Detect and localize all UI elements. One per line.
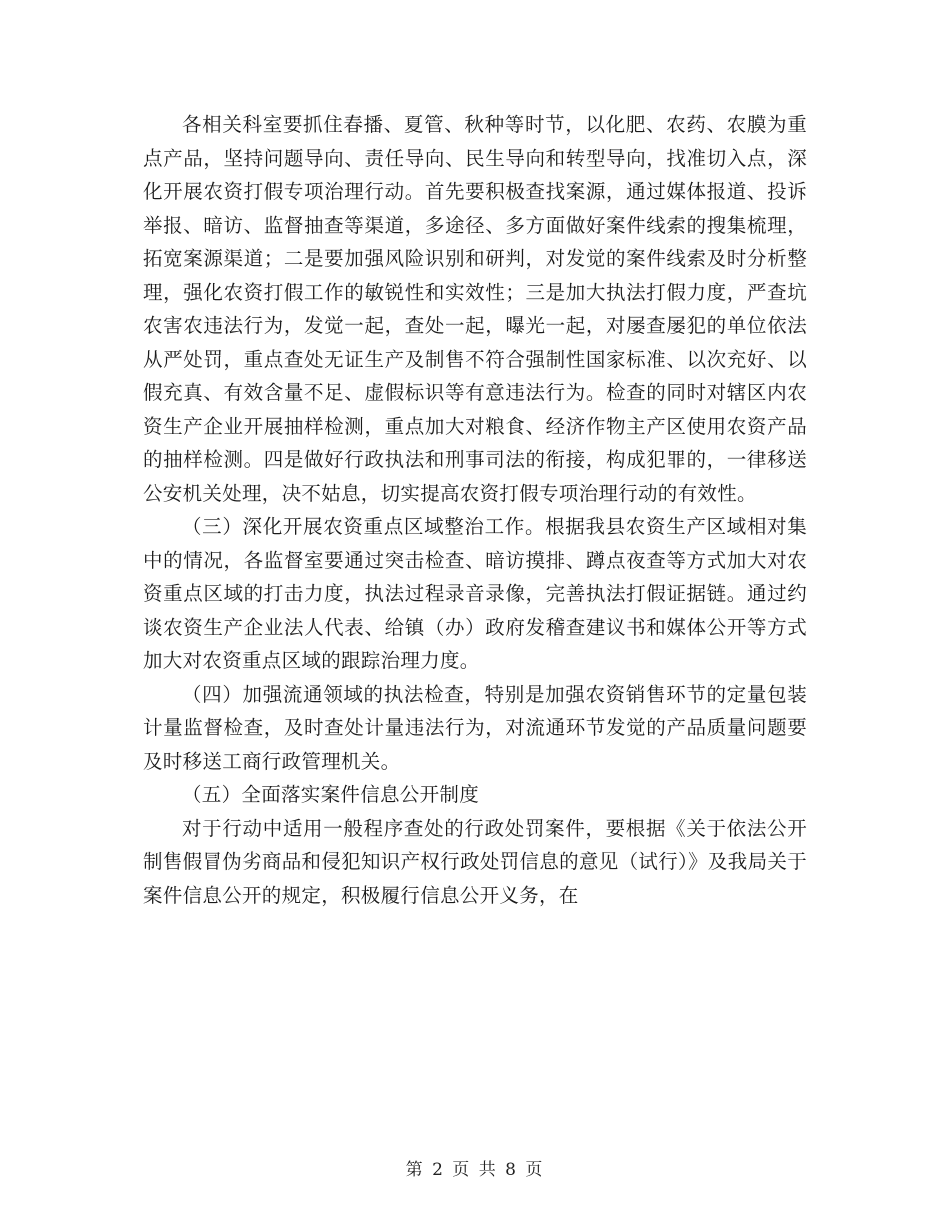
- paragraph-info-disclosure-body: 对于行动中适用一般程序查处的行政处罚案件，要根据《关于依法公开制售假冒伪劣商品和侵犯知识产权行政处罚信息的意见（试行）》及我局关于案件信息公开的规定，积极履行信息公开义务，在: [143, 816, 807, 907]
- paragraph-key-area-rectification: （三）深化开展农资重点区域整治工作。根据我县农资生产区域相对集中的情况，各监督室要通过突击检查、暗访摸排、蹲点夜查等方式加大对农资重点区域的打击力度，执法过程录音录像，完善执法打假证据链。通过约谈农资生产企业法人代表、给镇（办）政府发稽查建议书和媒体公开等方式加大对农资重点区域的跟踪治理力度。: [143, 515, 807, 672]
- paragraph-circulation-inspection: （四）加强流通领域的执法检查，特别是加强农资销售环节的定量包装计量监督检查，及时查处计量违法行为，对流通环节发觉的产品质量问题要及时移送工商行政管理机关。: [143, 682, 807, 773]
- document-body: [143, 108, 807, 912]
- page-number-footer: 第 2 页 共 8 页: [405, 1160, 545, 1180]
- paragraph-enforcement-actions: 各相关科室要抓住春播、夏管、秋种等时节，以化肥、农药、农膜为重点产品，坚持问题导向、责任导向、民生导向和转型导向，找准切入点，深化开展农资打假专项治理行动。首先要积极查找案源，通过媒体报道、投诉举报、暗访、监督抽查等渠道，多途径、多方面做好案件线索的搜集梳理，拓宽案源渠道；二是要加强风险识别和研判，对发觉的案件线索及时分析整理，强化农资打假工作的敏锐性和实效性；三是加大执法打假力度，严查坑农害农违法行为，发觉一起，查处一起，曝光一起，对屡查屡犯的单位依法从严处罚，重点查处无证生产及制售不符合强制性国家标准、以次充好、以假充真、有效含量不足、虚假标识等有意违法行为。检查的同时对辖区内农资生产企业开展抽样检测，重点加大对粮食、经济作物主产区使用农资产品的抽样检测。四是做好行政执法和刑事司法的衔接，构成犯罪的，一律移送公安机关处理，决不姑息，切实提高农资打假专项治理行动的有效性。: [143, 113, 807, 505]
- paragraph-info-disclosure-heading: （五）全面落实案件信息公开制度: [182, 783, 480, 806]
